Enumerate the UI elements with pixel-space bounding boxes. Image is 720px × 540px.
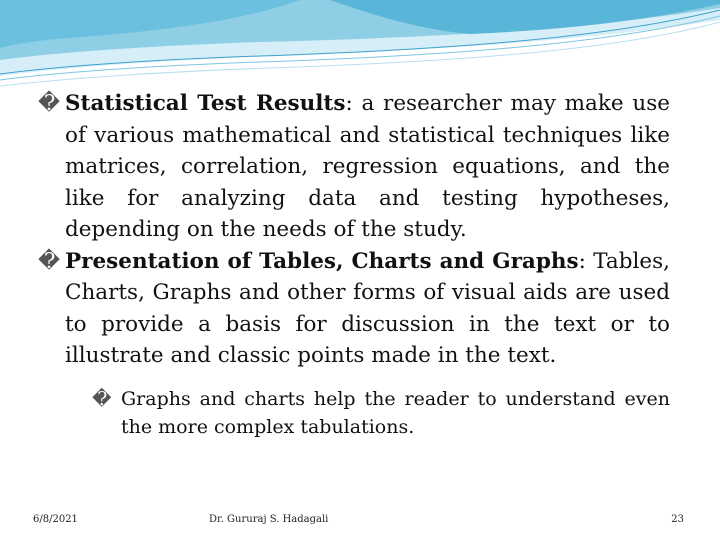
- bullet-term: Presentation of Tables, Charts and Graphs: [65, 248, 579, 274]
- header-wave-decoration: [0, 0, 720, 95]
- footer-author: Dr. Gururaj S. Hadagali: [209, 514, 329, 525]
- footer-page-number: 23: [671, 514, 684, 525]
- footer-date: 6/8/2021: [33, 514, 78, 525]
- sub-bullet-graphs-charts: [92, 385, 670, 442]
- bullet-text: : a researcher may make use of various mathematical and statistical techniques like matrices, correlation, regression equations, and the like for analyzing data and testing hypotheses, depending on the needs of the study.: [65, 91, 670, 242]
- bullet-glyph-icon: �: [38, 248, 61, 274]
- bullet-glyph-icon: �: [38, 91, 61, 116]
- bullet-statistical-test-results: [38, 88, 670, 246]
- bullet-presentation-tables-charts-graphs: [38, 246, 670, 372]
- slide-content: [38, 88, 670, 442]
- bullet-text: : Tables, Charts, Graphs and other forms of visual aids are used to provide a basis for discussion in the text or to illustrate and classic points made in the text.: [65, 248, 670, 368]
- sub-bullet-glyph-icon: �: [92, 387, 112, 410]
- bullet-term: Statistical Test Results: [65, 91, 346, 116]
- sub-bullet-text: Graphs and charts help the reader to understand even the more complex tabulations.: [121, 387, 670, 438]
